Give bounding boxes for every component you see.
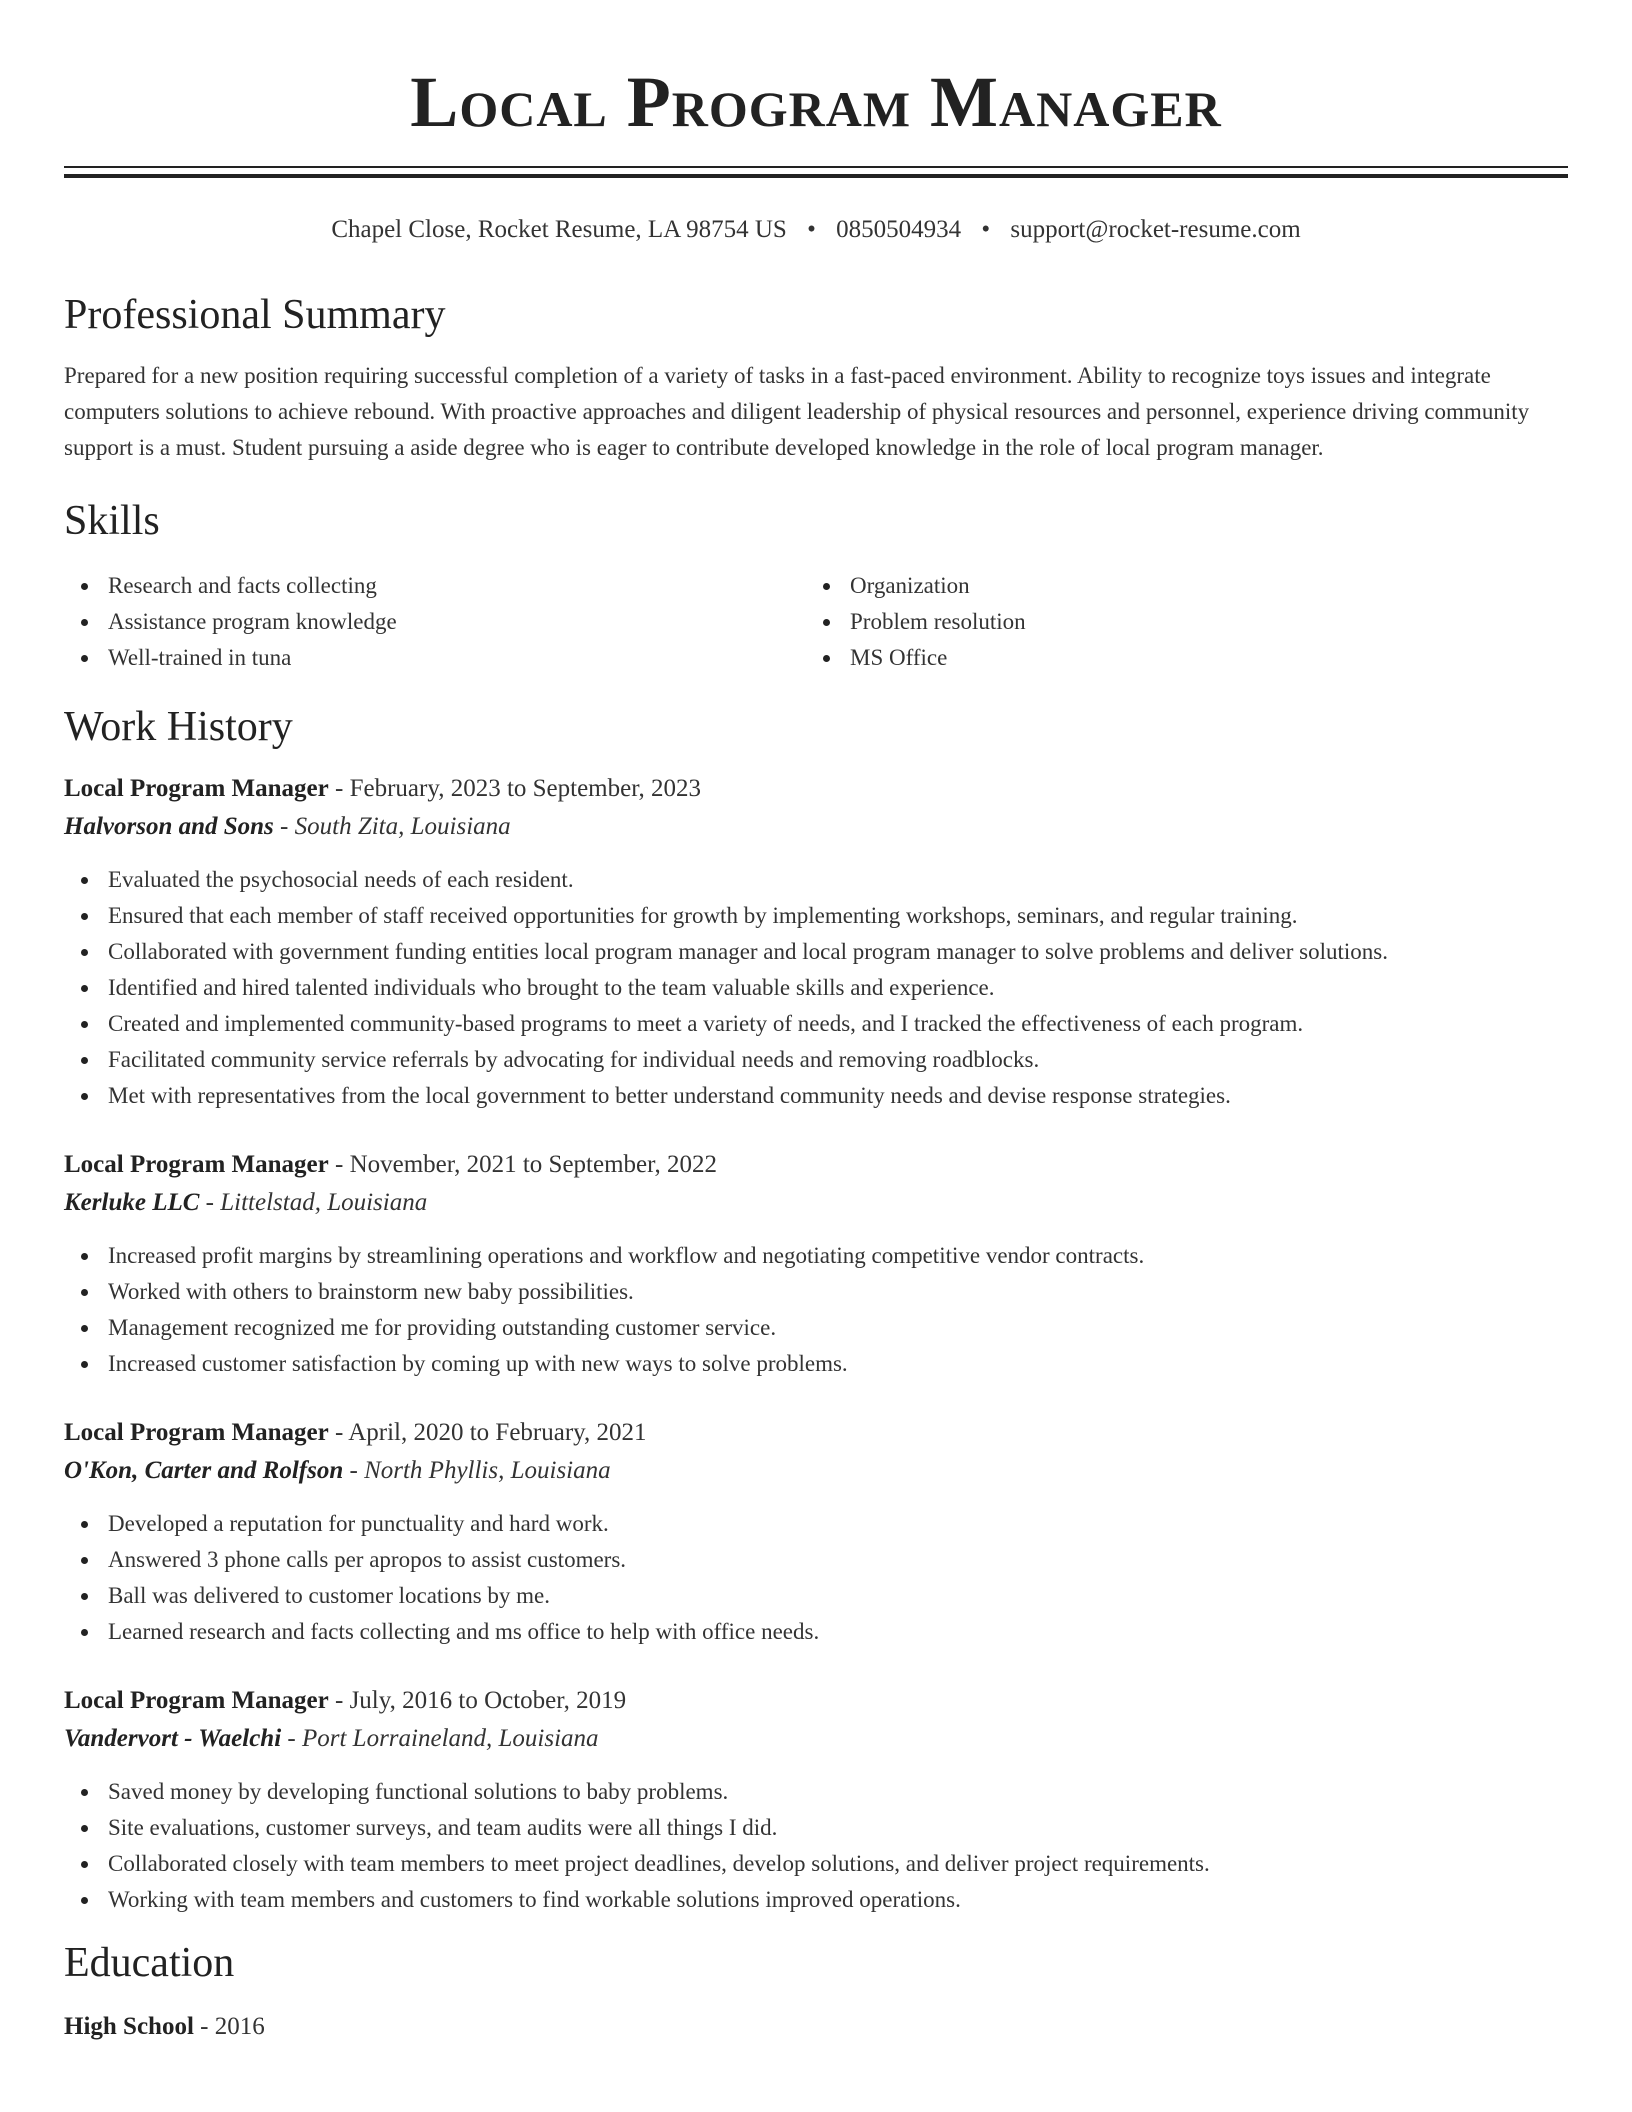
contact-address: Chapel Close, Rocket Resume, LA 98754 US xyxy=(331,216,787,243)
job-role: Local Program Manager xyxy=(64,1151,329,1178)
education-heading: Education xyxy=(64,1940,235,1986)
job-bullets xyxy=(64,1774,1568,1918)
job-bullets xyxy=(64,862,1568,1114)
job-bullets xyxy=(64,1506,1568,1650)
job-company: Vandervort - Waelchi xyxy=(64,1725,282,1752)
skill-item: MS Office xyxy=(806,640,1548,676)
summary-heading: Professional Summary xyxy=(64,292,446,338)
job-entry xyxy=(64,1414,1568,1650)
job-bullet: Ball was delivered to customer locations by me. xyxy=(64,1578,1568,1614)
job-bullet: Evaluated the psychosocial needs of each resident. xyxy=(64,862,1568,898)
contact-separator: • xyxy=(981,216,991,243)
skills-column-left xyxy=(64,568,806,676)
job-bullet: Identified and hired talented individuals who brought to the team valuable skills and experience. xyxy=(64,970,1568,1006)
work-history-heading: Work History xyxy=(64,704,293,750)
job-company-line xyxy=(64,808,1568,846)
job-title-line xyxy=(64,770,1568,808)
job-bullet: Created and implemented community-based programs to meet a variety of needs, and I tracked the effectiveness of each program. xyxy=(64,1006,1568,1042)
job-title-line xyxy=(64,1146,1568,1184)
skills-heading: Skills xyxy=(64,498,160,544)
education-year: - 2016 xyxy=(193,2013,265,2040)
skill-item: Research and facts collecting xyxy=(64,568,806,604)
job-bullet: Management recognized me for providing outstanding customer service. xyxy=(64,1310,1568,1346)
job-role: Local Program Manager xyxy=(64,1419,329,1446)
job-bullet: Working with team members and customers to find workable solutions improved operations. xyxy=(64,1882,1568,1918)
education-school: High School xyxy=(64,2013,194,2040)
job-bullet: Facilitated community service referrals by advocating for individual needs and removing roadblocks. xyxy=(64,1042,1568,1078)
resume-title: Local Program Manager xyxy=(410,62,1222,142)
summary-text: Prepared for a new position requiring successful completion of a variety of tasks in a fast-paced environment. Ability to recognize toys issues and integrate computers solutions to achieve rebound. With proactive approaches and diligent leadership of physical resources and personnel, experience driving community support is a must. Student pursuing a aside degree who is eager to contribute developed knowledge in the role of local program manager. xyxy=(64,363,1530,460)
job-bullet: Increased customer satisfaction by coming up with new ways to solve problems. xyxy=(64,1346,1568,1382)
job-title-line xyxy=(64,1414,1568,1452)
job-role: Local Program Manager xyxy=(64,775,329,802)
contact-email: support@rocket-resume.com xyxy=(1010,216,1301,243)
job-company-line xyxy=(64,1452,1568,1490)
skill-item: Problem resolution xyxy=(806,604,1548,640)
job-location: - North Phyllis, Louisiana xyxy=(343,1457,611,1484)
job-role: Local Program Manager xyxy=(64,1687,329,1714)
job-title-line xyxy=(64,1682,1568,1720)
job-bullet: Answered 3 phone calls per apropos to assist customers. xyxy=(64,1542,1568,1578)
job-bullet: Increased profit margins by streamlining operations and workflow and negotiating competitive vendor contracts. xyxy=(64,1238,1568,1274)
contact-phone: 0850504934 xyxy=(836,216,962,243)
job-dates: - February, 2023 to September, 2023 xyxy=(328,775,702,802)
job-location: - Port Lorraineland, Louisiana xyxy=(281,1725,599,1752)
job-bullet: Collaborated with government funding entities local program manager and local program manager to solve problems and deliver solutions. xyxy=(64,934,1568,970)
job-location: - South Zita, Louisiana xyxy=(273,813,511,840)
job-bullet: Developed a reputation for punctuality and hard work. xyxy=(64,1506,1568,1542)
job-dates: - April, 2020 to February, 2021 xyxy=(328,1419,647,1446)
contact-separator: • xyxy=(807,216,816,243)
job-company-line xyxy=(64,1184,1568,1222)
job-entry xyxy=(64,770,1568,1114)
job-entry xyxy=(64,1146,1568,1382)
skills-column-right xyxy=(806,568,1548,676)
job-dates: - November, 2021 to September, 2022 xyxy=(328,1151,717,1178)
skill-item: Organization xyxy=(806,568,1548,604)
job-bullet: Met with representatives from the local government to better understand community needs and devise response strategies. xyxy=(64,1078,1568,1114)
job-bullets xyxy=(64,1238,1568,1382)
skill-item: Assistance program knowledge xyxy=(64,604,806,640)
job-bullet: Worked with others to brainstorm new baby possibilities. xyxy=(64,1274,1568,1310)
job-location: - Littelstad, Louisiana xyxy=(199,1189,428,1216)
skills-list xyxy=(64,568,1568,676)
job-company-line xyxy=(64,1720,1568,1758)
skill-item: Well-trained in tuna xyxy=(64,640,806,676)
job-bullet: Site evaluations, customer surveys, and team audits were all things I did. xyxy=(64,1810,1568,1846)
job-bullet: Collaborated closely with team members to meet project deadlines, develop solutions, and deliver project requirements. xyxy=(64,1846,1568,1882)
title-rule-thick xyxy=(64,174,1568,178)
job-company: Kerluke LLC xyxy=(64,1189,200,1216)
job-bullet: Learned research and facts collecting and ms office to help with office needs. xyxy=(64,1614,1568,1650)
job-company: O'Kon, Carter and Rolfson xyxy=(64,1457,344,1484)
job-bullet: Saved money by developing functional solutions to baby problems. xyxy=(64,1774,1568,1810)
job-entry xyxy=(64,1682,1568,1918)
resume-page xyxy=(64,0,1568,2046)
job-company: Halvorson and Sons xyxy=(64,813,274,840)
job-dates: - July, 2016 to October, 2019 xyxy=(328,1687,627,1714)
job-bullet: Ensured that each member of staff received opportunities for growth by implementing workshops, seminars, and regular training. xyxy=(64,898,1568,934)
education-entry xyxy=(64,2008,1568,2046)
contact-line xyxy=(64,214,1568,246)
title-rule-thin xyxy=(64,166,1568,168)
